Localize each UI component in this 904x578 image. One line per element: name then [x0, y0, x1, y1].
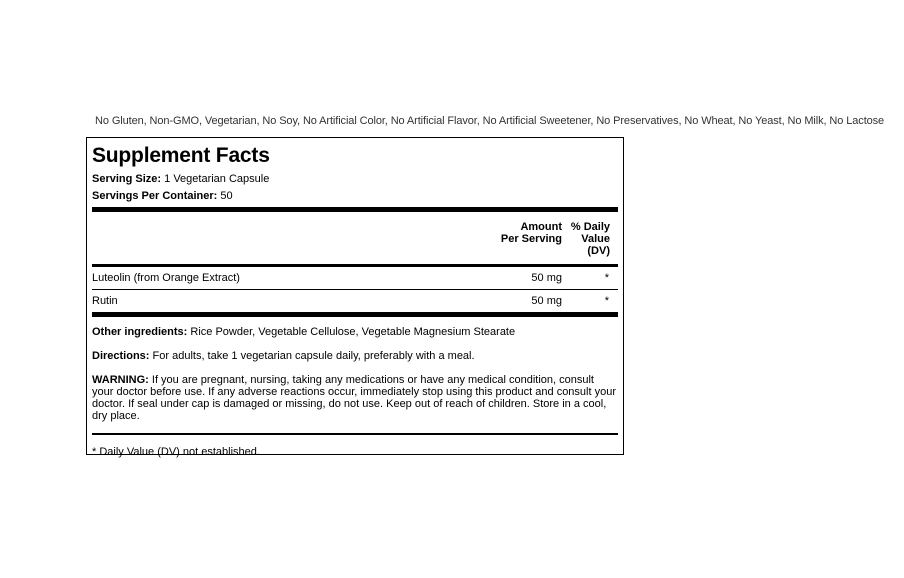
dv-header-line2: Value [581, 233, 610, 245]
other-ingredients-text: Rice Powder, Vegetable Cellulose, Vegetable Magnesium Stearate [190, 326, 516, 338]
dv-header-line3: (DV) [587, 245, 610, 257]
serving-size [92, 171, 618, 188]
servings-per-container-value: 50 [220, 190, 233, 202]
warning [92, 374, 618, 422]
serving-size-label: Serving Size: [92, 173, 162, 185]
product-claims: No Gluten, Non-GMO, Vegetarian, No Soy, No Artificial Color, No Artificial Flavor, No Artificial Sweetener, No Preservatives, No Wheat, No Yeast, No Milk, No Lactose [95, 115, 885, 127]
nutrient-name: Rutin [92, 295, 118, 307]
other-ingredients-label: Other ingredients: [92, 326, 188, 338]
serving-size-value: 1 Vegetarian Capsule [164, 173, 270, 185]
nutrient-dv: * [604, 272, 609, 284]
servings-per-container-label: Servings Per Container: [92, 190, 218, 202]
warning-label: WARNING: [92, 374, 149, 386]
panel-title: Supplement Facts [92, 144, 270, 167]
daily-value-header [571, 221, 610, 257]
nutrient-amount: 50 mg [531, 295, 562, 307]
amount-header-line1: Amount [520, 221, 562, 233]
nutrient-dv: * [604, 295, 609, 307]
amount-header [501, 221, 562, 245]
supplement-facts-panel [86, 137, 624, 458]
nutrient-row [92, 267, 618, 289]
dv-footnote: * Daily Value (DV) not established. [92, 446, 260, 458]
nutrient-amount: 50 mg [531, 272, 562, 284]
warning-text: If you are pregnant, nursing, taking any medications or have any medical condition, consult your doctor before use. If any adverse reactions occur, immediately stop using this product and consult your doctor. If seal under cap is damaged or missing, do not use. Keep out of reach of children. Store in a cool, dry place. [92, 374, 616, 422]
divider-thin [92, 433, 618, 435]
directions [92, 350, 618, 362]
column-headers [92, 212, 618, 264]
divider-thick [92, 312, 618, 317]
directions-label: Directions: [92, 350, 150, 362]
nutrient-name: Luteolin (from Orange Extract) [92, 272, 240, 284]
servings-per-container [92, 188, 618, 205]
other-ingredients [92, 326, 618, 338]
directions-text: For adults, take 1 vegetarian capsule daily, preferably with a meal. [152, 350, 475, 362]
amount-header-line2: Per Serving [500, 233, 562, 245]
dv-header-line1: % Daily [570, 221, 610, 233]
nutrient-row [92, 289, 618, 312]
